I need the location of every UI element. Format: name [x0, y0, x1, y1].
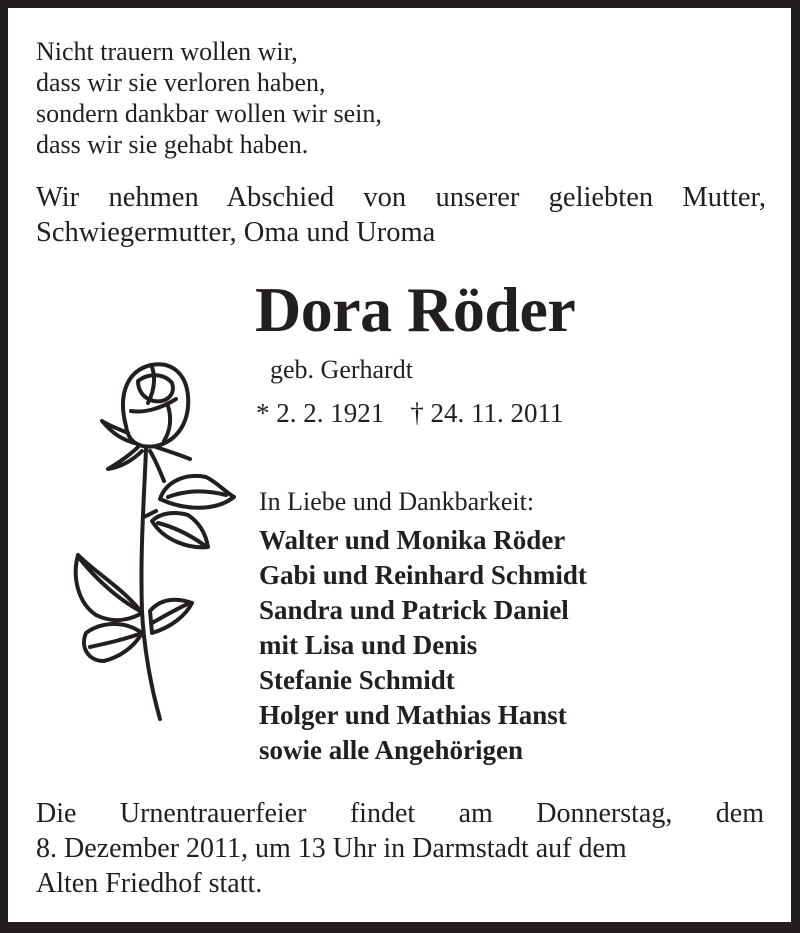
mourner-entry: Sandra und Patrick Daniel: [259, 595, 569, 625]
mourner-entry: sowie alle Angehörigen: [259, 735, 523, 765]
service-line: Die Urnentrauerfeier findet am Donnerstag, dem: [36, 798, 764, 829]
mourner-entry: Gabi und Reinhard Schmidt: [259, 560, 587, 590]
service-announcement: [36, 796, 764, 901]
deceased-name: Dora Röder: [255, 274, 576, 345]
service-line: Alten Friedhof statt.: [36, 868, 263, 899]
death-date: † 24. 11. 2011: [410, 398, 564, 428]
poem-line: sondern dankbar wollen wir sein,: [36, 99, 382, 128]
mourners-list: [259, 523, 587, 768]
poem-line: dass wir sie verloren haben,: [36, 68, 326, 97]
rose-icon: [56, 351, 236, 726]
mourner-entry: mit Lisa und Denis: [259, 630, 478, 660]
life-dates: [256, 396, 564, 430]
mourner-entry: Walter und Monika Röder: [259, 525, 566, 555]
obituary-notice: [8, 8, 791, 922]
poem-line: Nicht trauern wollen wir,: [36, 37, 298, 66]
mourners-heading: In Liebe und Dankbarkeit:: [259, 487, 535, 516]
memorial-poem: [36, 36, 382, 160]
farewell-line: Schwiegermutter, Oma und Uroma: [36, 217, 436, 248]
mourner-entry: Stefanie Schmidt: [259, 665, 455, 695]
poem-line: dass wir sie gehabt haben.: [36, 130, 309, 159]
service-line: 8. Dezember 2011, um 13 Uhr in Darmstadt auf dem: [36, 833, 627, 864]
birth-date: * 2. 2. 1921: [256, 398, 385, 428]
farewell-line: Wir nehmen Abschied von unserer geliebten Mutter,: [36, 182, 766, 213]
mourner-entry: Holger und Mathias Hanst: [259, 700, 567, 730]
farewell-text: [36, 180, 766, 250]
maiden-name: geb. Gerhardt: [270, 355, 413, 384]
